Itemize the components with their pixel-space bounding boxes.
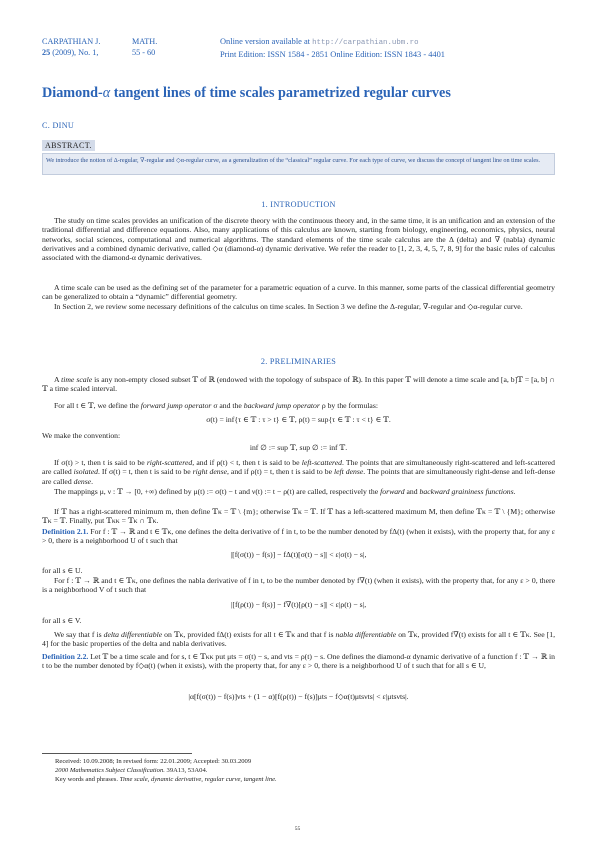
msc-classification: 2000 Mathematics Subject Classification. 39A13, 53A04. <box>55 767 208 774</box>
definition-2-1: Definition 2.1. For f : 𝕋 → ℝ and t ∈ 𝕋κ, one defines the delta derivative of f in t, to be the number denoted by fΔ(t) (when it exists), with the property that, for any ε > 0, there is a neighborhood U of t such that <box>42 527 555 546</box>
intro-paragraph-3: In Section 2, we review some necessary definitions of the calculus on time scales. In Section 3 we define the Δ-regular, ∇-regular and ◇α-regular curve. <box>54 302 523 311</box>
equation-nabla-derivative: |[f(ρ(t)) − f(s)] − f∇(t)[ρ(t) − s]| < ε|ρ(t) − s|, <box>230 600 367 609</box>
issn-line: Print Edition: ISSN 1584 - 2851 Online Edition: ISSN 1843 - 4401 <box>220 50 445 59</box>
prelim-paragraph-6: If 𝕋 has a right-scattered minimum m, then define 𝕋κ = 𝕋 \ {m}; otherwise 𝕋κ = 𝕋. If 𝕋 has a left-scattered maximum M, then define 𝕋κ = 𝕋 \ {M}; otherwise 𝕋κ = 𝕋. Finally, put 𝕋κκ = 𝕋κ ∩ 𝕋κ. <box>42 507 555 526</box>
prelim-paragraph-4: If σ(t) > t, then t is said to be right-scattered, and if ρ(t) < t, then t is said to be left-scattered. The points that are simultaneously right-scattered and left-scattered are called isolated. If σ(t) = t, then t is said to be right dense, and if ρ(t) = t, then t is said to be left dense. The points that are simultaneously right-dense and left-dense are called dense. <box>42 458 555 486</box>
received-dates: Received: 10.09.2008; In revised form: 22.01.2009; Accepted: 30.03.2009 <box>55 758 252 765</box>
intro-paragraph-2: A time scale can be used as the defining set of the parameter for a parametric equation of a curve. In this manner, some parts of the classical differential geometry can be generalized to obtain a “dynamic” differential geometry. <box>42 283 555 302</box>
equation-jump-operators: σ(t) = inf{τ ∈ 𝕋 : τ > t} ∈ 𝕋, ρ(t) = sup{τ ∈ 𝕋 : τ < t} ∈ 𝕋. <box>206 415 391 424</box>
prelim-paragraph-10: We say that f is delta differentiable on 𝕋κ, provided fΔ(t) exists for all t ∈ 𝕋κ and that f is nabla differentiable on 𝕋κ, provided f∇(t) exists for all t ∈ 𝕋κ. See [1, 4] for the basic properties of the delta and nabla derivatives. <box>42 630 556 649</box>
footnote <box>55 757 535 784</box>
abstract-label: ABSTRACT. <box>42 140 95 151</box>
keywords: Key words and phrases. Time scale, dynamic derivative, regular curve, tangent line. <box>55 776 277 783</box>
prelim-paragraph-9: for all s ∈ V. <box>42 616 82 625</box>
online-url-link[interactable]: http://carpathian.ubm.ro <box>312 39 419 47</box>
equation-diamond-alpha-derivative: |α[f(σ(t)) − f(s)]νts + (1 − α)[f(ρ(t)) − f(s)]μts − f◇α(t)μtsνts| < ε|μtsνts|. <box>188 692 409 701</box>
prelim-paragraph-3: We make the convention: <box>42 431 121 440</box>
equation-convention: inf ∅ := sup 𝕋, sup ∅ := inf 𝕋. <box>249 443 348 452</box>
prelim-paragraph-7: for all s ∈ U. <box>42 566 83 575</box>
section-title-preliminaries: 2. PRELIMINARIES <box>260 357 337 366</box>
definition-2-2: Definition 2.2. Let 𝕋 be a time scale and for s, t ∈ 𝕋κκ put μts = σ(t) − s, and νts = ρ(t) − s. One defines the diamond-α dynamic derivative of a function f : 𝕋 → ℝ in t to be the number denoted by f◇α(t) (when it exists), with the property that, for any ε > 0, there is a neighborhood U of t such that for all s ∈ U, <box>42 652 556 671</box>
abstract-box: We introduce the notion of Δ-regular, ∇-regular and ◇α-regular curve, as a generalization of the “classical” regular curve. For each type of curve, we discuss the concept of tangent line on time scales. <box>42 153 555 175</box>
section-title-introduction: 1. INTRODUCTION <box>261 200 336 209</box>
journal-citation <box>42 36 182 58</box>
author-name: C. DINU <box>42 121 75 130</box>
paper-title: Diamond-α tangent lines of time scales parametrized regular curves <box>42 85 451 101</box>
year-issue: (2009), No. 1, <box>52 48 99 57</box>
footnote-divider <box>42 753 192 754</box>
page-number: 55 <box>294 826 301 832</box>
online-label: Online version available at <box>220 37 310 46</box>
prelim-paragraph-1: A time scale is any non-empty closed subset 𝕋 of ℝ (endowed with the topology of subspace of ℝ). In this paper 𝕋 will denote a time scale and [a, b]𝕋 = [a, b] ∩ 𝕋 a time scaled interval. <box>42 375 555 394</box>
equation-delta-derivative: |[f(σ(t)) − f(s)] − fΔ(t)[σ(t) − s]| < ε|σ(t) − s|, <box>230 550 367 559</box>
prelim-paragraph-5: The mappings μ, ν : 𝕋 → [0, +∞) defined by μ(t) := σ(t) − t and ν(t) := t − ρ(t) are called, respectively the forward and backward graininess functions. <box>54 487 516 496</box>
intro-paragraph-1: The study on time scales provides an unification of the discrete theory with the continuous theory and, in the same time, it is an unification and an extension of the traditional differential and difference equations. Also, many applications of this calculus are known, starting from biology, engineering, economics, physics, neural networks, social sciences, computational and numerical algorithms. The standard elements of the time scale calculus are the Δ (delta) and ∇ (nabla) dynamic derivatives and a combined dynamic derivative, called ◇α (diamond-α) dynamic derivative. We refer the reader to [1, 2, 3, 4, 5, 7, 8, 9] for the basic rules of calculus associated with the diamond-α dynamic derivatives. <box>42 216 555 263</box>
prelim-paragraph-2: For all t ∈ 𝕋, we define the forward jump operator σ and the backward jump operator ρ by the formulas: <box>54 401 378 410</box>
volume-number: 25 <box>42 48 51 57</box>
prelim-paragraph-8: For f : 𝕋 → ℝ and t ∈ 𝕋κ, one defines the nabla derivative of f in t, to be the number denoted by f∇(t) (when it exists), with the property that, for any ε > 0, there is a neighborhood V of t such that <box>42 576 555 595</box>
definition-label: Definition 2.1. <box>42 527 89 536</box>
definition-label: Definition 2.2. <box>42 652 89 661</box>
journal-name: CARPATHIAN J. <box>42 37 101 46</box>
journal-subject: MATH. <box>132 37 158 46</box>
journal-edition-info <box>220 36 550 60</box>
page-range: 55 - 60 <box>132 48 156 57</box>
